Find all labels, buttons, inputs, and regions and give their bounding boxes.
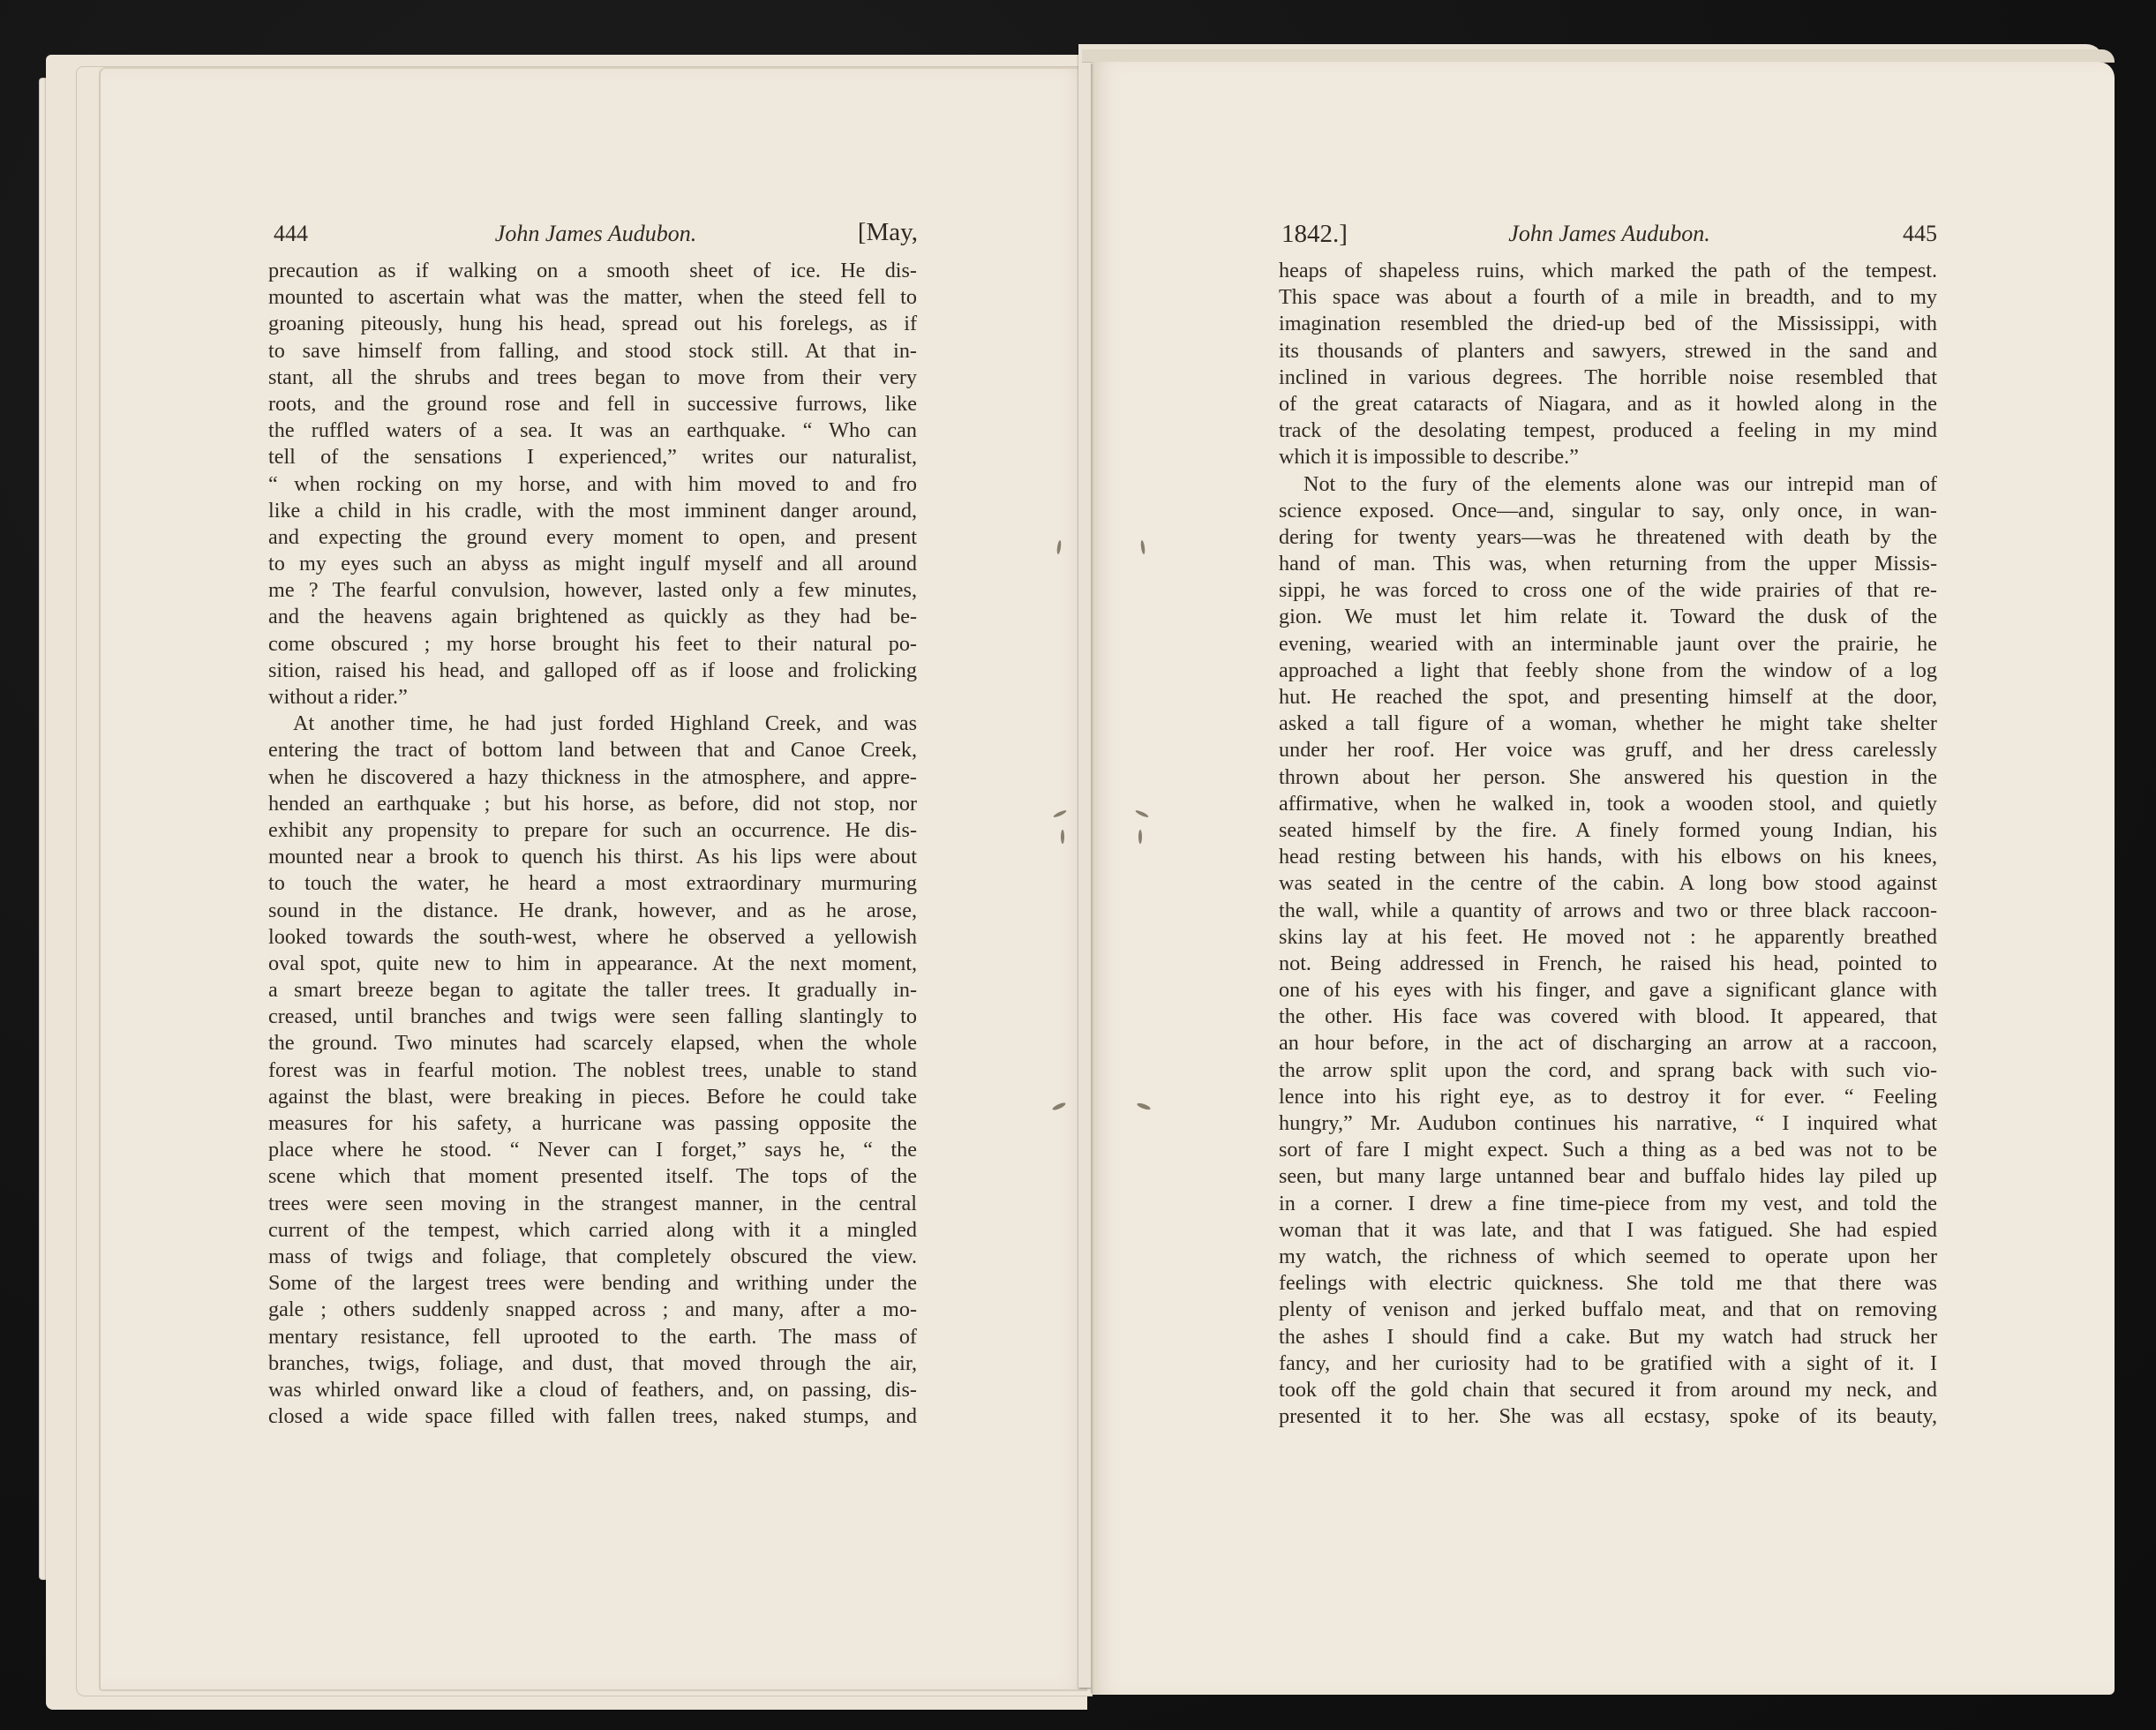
right-page-number: 445	[1903, 221, 1937, 246]
text-line: current of the tempest, which carried along with it a mingled	[268, 1217, 917, 1242]
text-line: track of the desolating tempest, produced a feeling in my mind	[1279, 418, 1937, 443]
text-line: asked a tall figure of a woman, whether he might take shelter	[1279, 711, 1937, 736]
text-line: to save himself from falling, and stood stock still. At that in-	[268, 338, 917, 363]
text-line: to touch the water, he heard a most extraordinary murmuring	[268, 871, 917, 896]
text-line: measures for his safety, a hurricane was passing opposite the	[268, 1111, 917, 1135]
text-line: place where he stood. “ Never can I forget,” says he, “ the	[268, 1138, 917, 1162]
text-line: hand of man. This was, when returning from the upper Missis-	[1279, 552, 1937, 576]
text-line: one of his eyes with his finger, and gave a significant glance with	[1279, 978, 1937, 1003]
text-line: science exposed. Once—and, singular to say, only once, in wan-	[1279, 498, 1937, 523]
text-line: head resting between his hands, with his elbows on his knees,	[1279, 845, 1937, 869]
text-line: looked towards the south-west, where he observed a yellowish	[268, 924, 917, 949]
left-running-head	[274, 218, 918, 249]
text-line: evening, wearied with an interminable jaunt over the prairie, he	[1279, 631, 1937, 656]
right-running-date: 1842.]	[1281, 220, 1348, 248]
text-line: This space was about a fourth of a mile in breadth, and to my	[1279, 285, 1937, 310]
text-line: sition, raised his head, and galloped off as if loose and frolicking	[268, 658, 917, 682]
text-line: gale ; others suddenly snapped across ; and many, after a mo-	[268, 1298, 917, 1322]
text-line: me ? The fearful convulsion, however, lasted only a few minutes,	[268, 578, 917, 603]
text-line: was seated in the centre of the cabin. A long bow stood against	[1279, 871, 1937, 896]
left-running-date: [May,	[857, 218, 918, 246]
right-page-edge	[1082, 49, 2115, 63]
text-line: under her roof. Her voice was gruff, and her dress carelessly	[1279, 738, 1937, 763]
text-line: plenty of venison and jerked buffalo meat, and that on removing	[1279, 1298, 1937, 1322]
text-line: when he discovered a hazy thickness in the atmosphere, and appre-	[268, 764, 917, 789]
text-line: dering for twenty years—was he threatened with death by the	[1279, 524, 1937, 549]
text-line: presented it to her. She was all ecstasy, spoke of its beauty,	[1279, 1404, 1937, 1429]
right-page-text	[1279, 258, 1937, 1430]
stitch-mark	[1061, 830, 1064, 844]
text-line: mentary resistance, fell uprooted to the earth. The mass of	[268, 1324, 917, 1349]
text-line: gion. We must let him relate it. Toward the dusk of the	[1279, 605, 1937, 629]
text-line: groaning piteously, hung his head, spread out his forelegs, as if	[268, 312, 917, 336]
text-line: not. Being addressed in French, he raised his head, pointed to	[1279, 951, 1937, 975]
text-line: forest was in fearful motion. The noblest trees, unable to stand	[268, 1057, 917, 1082]
text-line: mounted near a brook to quench his thirst. As his lips were about	[268, 845, 917, 869]
text-line: like a child in his cradle, with the most imminent danger around,	[268, 498, 917, 523]
text-line: of the great cataracts of Niagara, and as it howled along in the	[1279, 391, 1937, 416]
stitch-mark	[1138, 830, 1142, 844]
text-line: inclined in various degrees. The horrible noise resembled that	[1279, 365, 1937, 389]
text-line: “ when rocking on my horse, and with him moved to and fro	[268, 471, 917, 496]
text-line: which it is impossible to describe.”	[1279, 445, 1579, 470]
text-line: the arrow split upon the cord, and sprang back with such vio-	[1279, 1057, 1937, 1082]
text-line: against the blast, were breaking in pieces. Before he could take	[268, 1084, 917, 1109]
text-line: stant, all the shrubs and trees began to move from their very	[268, 365, 917, 389]
text-line: creased, until branches and twigs were seen falling slantingly to	[268, 1004, 917, 1029]
text-line: the wall, while a quantity of arrows and two or three black raccoon-	[1279, 898, 1937, 922]
text-line: mounted to ascertain what was the matter, when the steed fell to	[268, 285, 917, 310]
text-line: the ashes I should find a cake. But my watch had struck her	[1279, 1324, 1937, 1349]
text-line: thrown about her person. She answered his question in the	[1279, 764, 1937, 789]
text-line: was whirled onward like a cloud of feathers, and, on passing, dis-	[268, 1377, 917, 1402]
text-line: feelings with electric quickness. She told me that there was	[1279, 1271, 1937, 1296]
text-line: an hour before, in the act of discharging an arrow at a raccoon,	[1279, 1031, 1937, 1056]
text-line: Not to the fury of the elements alone was our intrepid man of	[1303, 471, 1937, 496]
text-line: without a rider.”	[268, 685, 408, 709]
right-running-head	[1281, 221, 1937, 249]
text-line: to my eyes such an abyss as might ingulf myself and all around	[268, 552, 917, 576]
text-line: fancy, and her curiosity had to be gratified with a sight of it. I	[1279, 1350, 1937, 1375]
text-line: its thousands of planters and sawyers, strewed in the sand and	[1279, 338, 1937, 363]
text-line: woman that it was late, and that I was fatigued. She had espied	[1279, 1217, 1937, 1242]
left-running-title: John James Audubon.	[494, 221, 697, 246]
text-line: come obscured ; my horse brought his feet to their natural po-	[268, 631, 917, 656]
text-line: took off the gold chain that secured it from around my neck, and	[1279, 1377, 1937, 1402]
text-line: sort of fare I might expect. Such a thing as a bed was not to be	[1279, 1138, 1937, 1162]
text-line: hended an earthquake ; but his horse, as before, did not stop, nor	[268, 791, 917, 816]
left-page-text	[268, 258, 917, 1430]
text-line: lence into his right eye, as to destroy it for ever. “ Feeling	[1279, 1084, 1937, 1109]
text-line: the ruffled waters of a sea. It was an earthquake. “ Who can	[268, 418, 917, 443]
text-line: scene which that moment presented itself. The tops of the	[268, 1164, 917, 1189]
text-line: heaps of shapeless ruins, which marked the path of the tempest.	[1279, 259, 1937, 282]
text-line: hut. He reached the spot, and presenting himself at the door,	[1279, 685, 1937, 709]
text-line: sound in the distance. He drank, however, and as he arose,	[268, 898, 917, 922]
right-running-title: John James Audubon.	[1508, 221, 1710, 246]
text-line: and the heavens again brightened as quickly as they had be-	[268, 605, 917, 629]
text-line: in a corner. I drew a fine time-piece from my vest, and told the	[1279, 1191, 1937, 1215]
text-line: At another time, he had just forded Highland Creek, and was	[293, 711, 917, 736]
book-gutter	[1091, 64, 1093, 1693]
text-line: mass of twigs and foliage, that completely obscured the view.	[268, 1244, 917, 1268]
text-line: sippi, he was forced to cross one of the wide prairies of that re-	[1279, 578, 1937, 603]
text-line: precaution as if walking on a smooth sheet of ice. He dis-	[268, 259, 917, 282]
text-line: hungry,” Mr. Audubon continues his narrative, “ I inquired what	[1279, 1111, 1937, 1135]
text-line: roots, and the ground rose and fell in successive furrows, like	[268, 391, 917, 416]
text-line: Some of the largest trees were bending and writhing under the	[268, 1271, 917, 1296]
left-page-number: 444	[274, 221, 308, 246]
text-line: seated himself by the fire. A finely formed young Indian, his	[1279, 817, 1937, 842]
text-line: skins lay at his feet. He moved not : he apparently breathed	[1279, 924, 1937, 949]
text-line: a smart breeze began to agitate the taller trees. It gradually in-	[268, 978, 917, 1003]
text-line: oval spot, quite new to him in appearance. At the next moment,	[268, 951, 917, 975]
text-line: seen, but many large untanned bear and buffalo hides lay piled up	[1279, 1164, 1937, 1189]
text-line: affirmative, when he walked in, took a wooden stool, and quietly	[1279, 791, 1937, 816]
text-line: tell of the sensations I experienced,” writes our naturalist,	[268, 445, 917, 470]
text-line: and expecting the ground every moment to open, and present	[268, 524, 917, 549]
text-line: trees were seen moving in the strangest manner, in the central	[268, 1191, 917, 1215]
text-line: the other. His face was covered with blood. It appeared, that	[1279, 1004, 1937, 1029]
text-line: entering the tract of bottom land between that and Canoe Creek,	[268, 738, 917, 763]
text-line: branches, twigs, foliage, and dust, that moved through the air,	[268, 1350, 917, 1375]
text-line: approached a light that feebly shone from the window of a log	[1279, 658, 1937, 682]
text-line: exhibit any propensity to prepare for such an occurrence. He dis-	[268, 817, 917, 842]
text-line: my watch, the richness of which seemed to operate upon her	[1279, 1244, 1937, 1268]
text-line: the ground. Two minutes had scarcely elapsed, when the whole	[268, 1031, 917, 1056]
text-line: closed a wide space filled with fallen trees, naked stumps, and	[268, 1404, 917, 1429]
text-line: imagination resembled the dried-up bed of the Mississippi, with	[1279, 312, 1937, 336]
